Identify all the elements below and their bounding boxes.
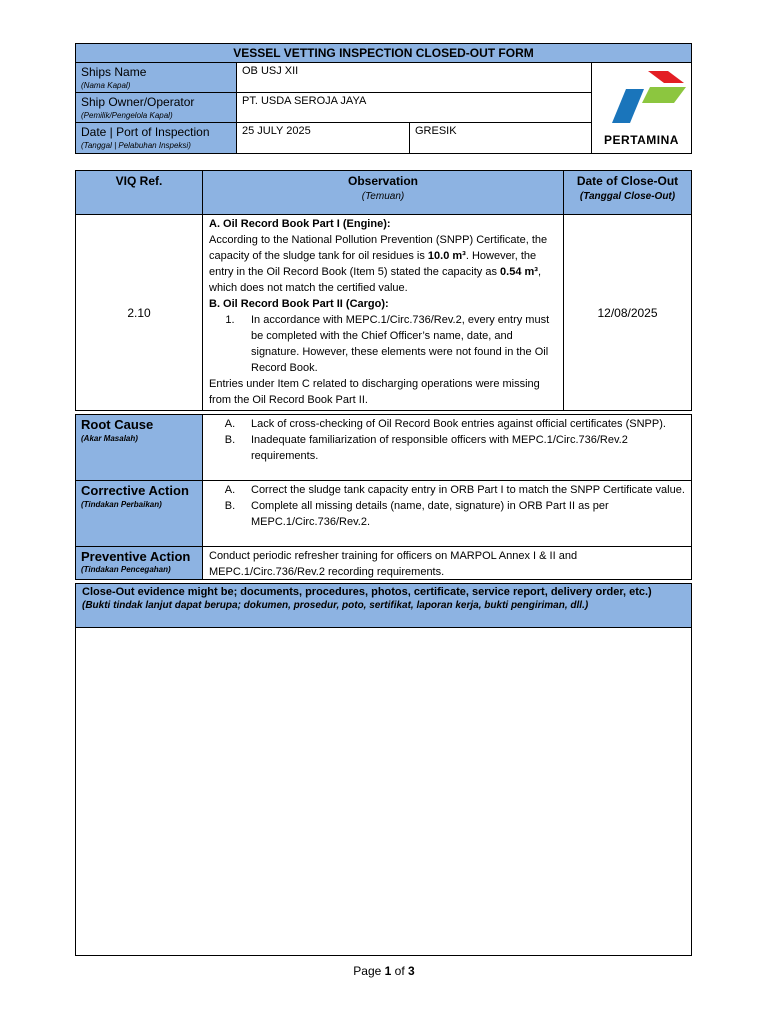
close-date-value	[563, 214, 692, 411]
owner-sub: (Pemilik/Pengelola Kapal)	[81, 111, 173, 120]
close-date-header-text: Date of Close-Out	[576, 174, 679, 188]
ships-name-value: OB USJ XII	[236, 62, 592, 93]
root-cause-list	[202, 414, 692, 481]
evidence-header	[75, 583, 692, 628]
preventive-title: Preventive Action	[81, 549, 191, 564]
port-value: GRESIK	[409, 122, 592, 154]
corrective-action-label	[75, 480, 203, 547]
viq-header-text: VIQ Ref.	[115, 174, 163, 188]
root-cause-title: Root Cause	[81, 417, 154, 432]
list-item: B. Complete all missing details (name, date, signature) in ORB Part II as per MEPC.1/Circ.736/Rev.2.	[224, 500, 609, 528]
root-cause-sub: (Akar Masalah)	[81, 434, 138, 443]
date-label: Date | Port of Inspection	[81, 125, 210, 139]
evidence-sub: (Bukti tindak lanjut dapat berupa; dokumen, prosedur, poto, sertifikat, laporan kerja, bukti pengiriman, dll.)	[82, 600, 589, 611]
preventive-action-text: Conduct periodic refresher training for officers on MARPOL Annex I & II and MEPC.1/Circ.736/Rev.2 recording requirements.	[202, 546, 692, 580]
viq-header	[75, 170, 203, 215]
corrective-sub: (Tindakan Perbaikan)	[81, 500, 162, 509]
list-item: A. Lack of cross-checking of Oil Record Book entries against official certificates (SNPP).	[224, 418, 666, 430]
evidence-title: Close-Out evidence might be; documents, procedures, photos, certificate, service report, delivery order, etc.)	[82, 586, 652, 598]
close-date-header-sub: (Tanggal Close-Out)	[579, 191, 676, 202]
owner-label: Ship Owner/Operator	[81, 95, 195, 109]
root-cause-label	[75, 414, 203, 481]
pertamina-logo	[591, 62, 692, 154]
list-item: A. Correct the sludge tank capacity entry in ORB Part I to match the SNPP Certificate value.	[224, 484, 685, 496]
date-sub: (Tanggal | Pelabuhan Inspeksi)	[81, 141, 191, 150]
viq-value	[75, 214, 203, 411]
evidence-area	[75, 627, 692, 956]
ships-name-label: Ships Name	[81, 65, 147, 79]
date-value: 25 JULY 2025	[236, 122, 410, 154]
date-label-cell	[75, 122, 237, 154]
obs-b-title: B. Oil Record Book Part II (Cargo):	[209, 298, 389, 310]
close-date-header	[563, 170, 692, 215]
observation-header-sub: (Temuan)	[361, 191, 405, 202]
owner-value: PT. USDA SEROJA JAYA	[236, 92, 592, 123]
preventive-sub: (Tindakan Pencegahan)	[81, 565, 171, 574]
ships-name-label-cell	[75, 62, 237, 93]
obs-b-item: 1. In accordance with MEPC.1/Circ.736/Rev.2, every entry must be completed with the Chief Officer’s name, date, and signature. However, these elements were not found in the Oil Record Book.	[225, 314, 550, 374]
observation-header	[202, 170, 564, 215]
logo-text: PERTAMINA	[604, 133, 679, 147]
obs-a-body: According to the National Pollution Prevention (SNPP) Certificate, the capacity of the sludge tank for oil residues is 10.0 m³. However, the entry in the Oil Record Book (Item 5) stated the capacity as 0.54 m³, which does not match the certified value.	[209, 234, 548, 294]
owner-label-cell	[75, 92, 237, 123]
observation-header-text: Observation	[347, 174, 419, 188]
close-date-text: 12/08/2025	[597, 305, 658, 320]
observation-text	[202, 214, 564, 411]
corrective-action-list	[202, 480, 692, 547]
preventive-action-label	[75, 546, 203, 580]
obs-a-title: A. Oil Record Book Part I (Engine):	[209, 218, 391, 230]
obs-b-extra: Entries under Item C related to discharging operations were missing from the Oil Record Book Part II.	[209, 378, 540, 406]
list-item: B. Inadequate familiarization of responsible officers with MEPC.1/Circ.736/Rev.2 requirements.	[224, 434, 628, 462]
page-number: Page 1 of 3	[353, 964, 415, 978]
ships-name-sub: (Nama Kapal)	[81, 81, 131, 90]
form-title: VESSEL VETTING INSPECTION CLOSED-OUT FORM	[75, 43, 692, 63]
viq-value-text: 2.10	[127, 305, 151, 320]
corrective-title: Corrective Action	[81, 483, 189, 498]
